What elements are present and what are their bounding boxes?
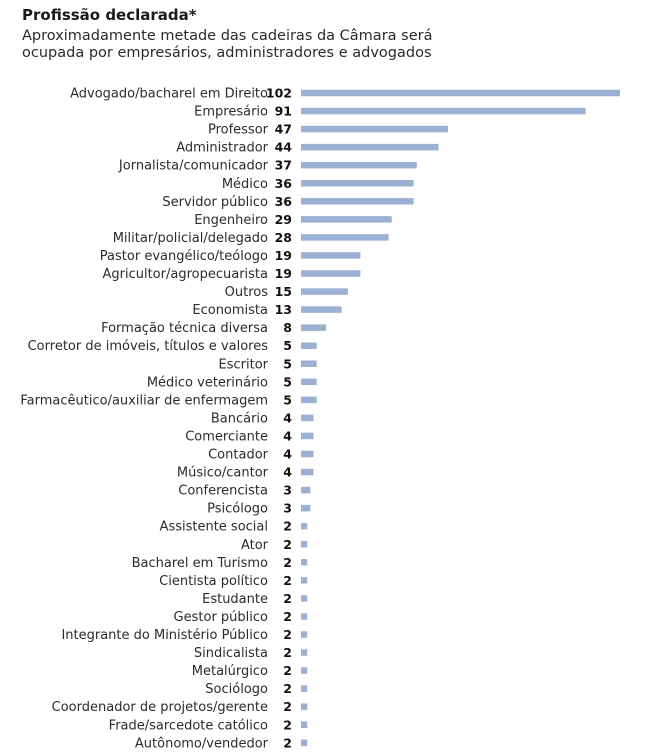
category-label: Economista [192, 303, 268, 319]
bar [301, 595, 307, 602]
bar [301, 198, 414, 205]
value-label: 19 [274, 247, 292, 263]
value-label: 2 [283, 699, 292, 715]
value-label: 5 [283, 392, 292, 408]
bar [301, 685, 307, 692]
category-label: Comerciante [185, 429, 268, 445]
category-label: Escritor [218, 357, 268, 373]
value-label: 2 [283, 645, 292, 661]
bar [301, 577, 307, 584]
category-label: Sindicalista [193, 646, 268, 662]
value-label: 47 [274, 121, 292, 137]
value-label: 3 [283, 500, 292, 516]
category-label: Estudante [202, 591, 268, 607]
category-label: Outros [224, 285, 268, 301]
bar [301, 379, 317, 386]
bar [301, 631, 307, 638]
category-label: Engenheiro [194, 212, 268, 228]
bar [301, 108, 586, 115]
category-label: Autônomo/vendedor [134, 736, 268, 752]
value-label: 4 [283, 410, 292, 426]
bar [301, 180, 414, 187]
bar [301, 740, 307, 747]
category-label: Jornalista/comunicador [118, 158, 268, 174]
category-label: Agricultor/agropecuarista [102, 267, 268, 282]
bar [301, 541, 307, 548]
category-label: Médico [221, 176, 268, 192]
bar [301, 90, 620, 97]
value-label: 8 [283, 320, 292, 336]
bar [301, 487, 310, 494]
category-label: Contador [208, 447, 268, 463]
category-label: Cientista político [159, 573, 268, 589]
bar [301, 234, 389, 241]
value-label: 102 [265, 85, 292, 101]
bar [301, 162, 417, 169]
value-label: 5 [283, 338, 292, 354]
value-label: 44 [274, 139, 292, 155]
value-label: 5 [283, 356, 292, 372]
bar [301, 469, 314, 476]
value-label: 3 [283, 482, 292, 498]
value-label: 28 [274, 229, 292, 245]
bar [301, 288, 348, 295]
category-label: Músico/cantor [176, 465, 268, 481]
category-label: Farmacêutico/auxiliar de enfermagem [20, 393, 268, 409]
value-label: 4 [283, 446, 292, 462]
bar [301, 415, 314, 422]
chart-subtitle: Aproximadamente metade das cadeiras da Câmara será ocupada por empresários, administradores e advogados [22, 28, 433, 61]
value-label: 2 [283, 572, 292, 588]
value-label: 15 [274, 284, 292, 300]
bar [301, 649, 307, 656]
bar [301, 613, 307, 620]
category-label: Corretor de imóveis, títulos e valores [27, 339, 268, 355]
value-label: 2 [283, 663, 292, 679]
value-label: 2 [283, 536, 292, 552]
value-label: 36 [274, 193, 292, 209]
value-label: 37 [274, 157, 292, 173]
category-label: Médico veterinário [146, 375, 268, 391]
value-label: 4 [283, 464, 292, 480]
bar [301, 667, 307, 674]
value-label: 2 [283, 590, 292, 606]
value-label: 13 [274, 302, 292, 318]
bar [301, 559, 307, 566]
value-label: 2 [283, 554, 292, 570]
category-label: Bancário [210, 411, 268, 427]
chart-title: Profissão declarada* [22, 6, 197, 24]
value-label: 2 [283, 608, 292, 624]
category-label: Formação técnica diversa [101, 321, 268, 337]
bar [301, 505, 310, 512]
value-label: 19 [274, 266, 292, 281]
value-label: 2 [283, 735, 292, 751]
value-label: 91 [274, 103, 292, 119]
value-label: 4 [283, 428, 292, 444]
value-label: 5 [283, 374, 292, 390]
category-label: Professor [207, 122, 268, 138]
bar [301, 451, 314, 458]
category-label: Gestor público [173, 609, 268, 625]
value-label: 29 [274, 211, 292, 227]
category-label: Metalúrgico [191, 664, 268, 680]
bar [301, 703, 307, 710]
category-label: Administrador [176, 140, 268, 156]
category-label: Conferencista [178, 483, 268, 499]
bar [301, 523, 307, 530]
category-label: Integrante do Ministério Público [61, 628, 268, 643]
bar [301, 433, 314, 440]
bar [301, 361, 317, 368]
category-label: Militar/policial/delegado [112, 230, 268, 246]
value-label: 2 [283, 518, 292, 534]
category-label: Coordenador de projetos/gerente [51, 700, 268, 716]
bar [301, 126, 448, 133]
category-label: Assistente social [159, 519, 268, 535]
bar [301, 397, 317, 404]
value-label: 36 [274, 175, 292, 191]
bar [301, 722, 307, 729]
category-label: Frade/sarcedote católico [108, 718, 268, 734]
category-label: Empresário [194, 104, 268, 120]
bar [301, 144, 439, 151]
bar [301, 342, 317, 349]
category-label: Advogado/bacharel em Direito [70, 86, 268, 102]
category-label: Pastor evangélico/teólogo [99, 248, 268, 264]
value-label: 2 [283, 627, 292, 642]
bar [301, 306, 342, 313]
category-label: Sociólogo [205, 682, 268, 698]
bar [301, 324, 326, 331]
bar [301, 216, 392, 223]
bar [301, 270, 360, 277]
value-label: 2 [283, 717, 292, 733]
value-label: 2 [283, 681, 292, 697]
category-label: Psicólogo [207, 501, 268, 517]
category-label: Bacharel em Turismo [131, 555, 268, 571]
category-label: Servidor público [162, 194, 268, 210]
category-label: Ator [240, 537, 268, 553]
bar [301, 252, 360, 259]
